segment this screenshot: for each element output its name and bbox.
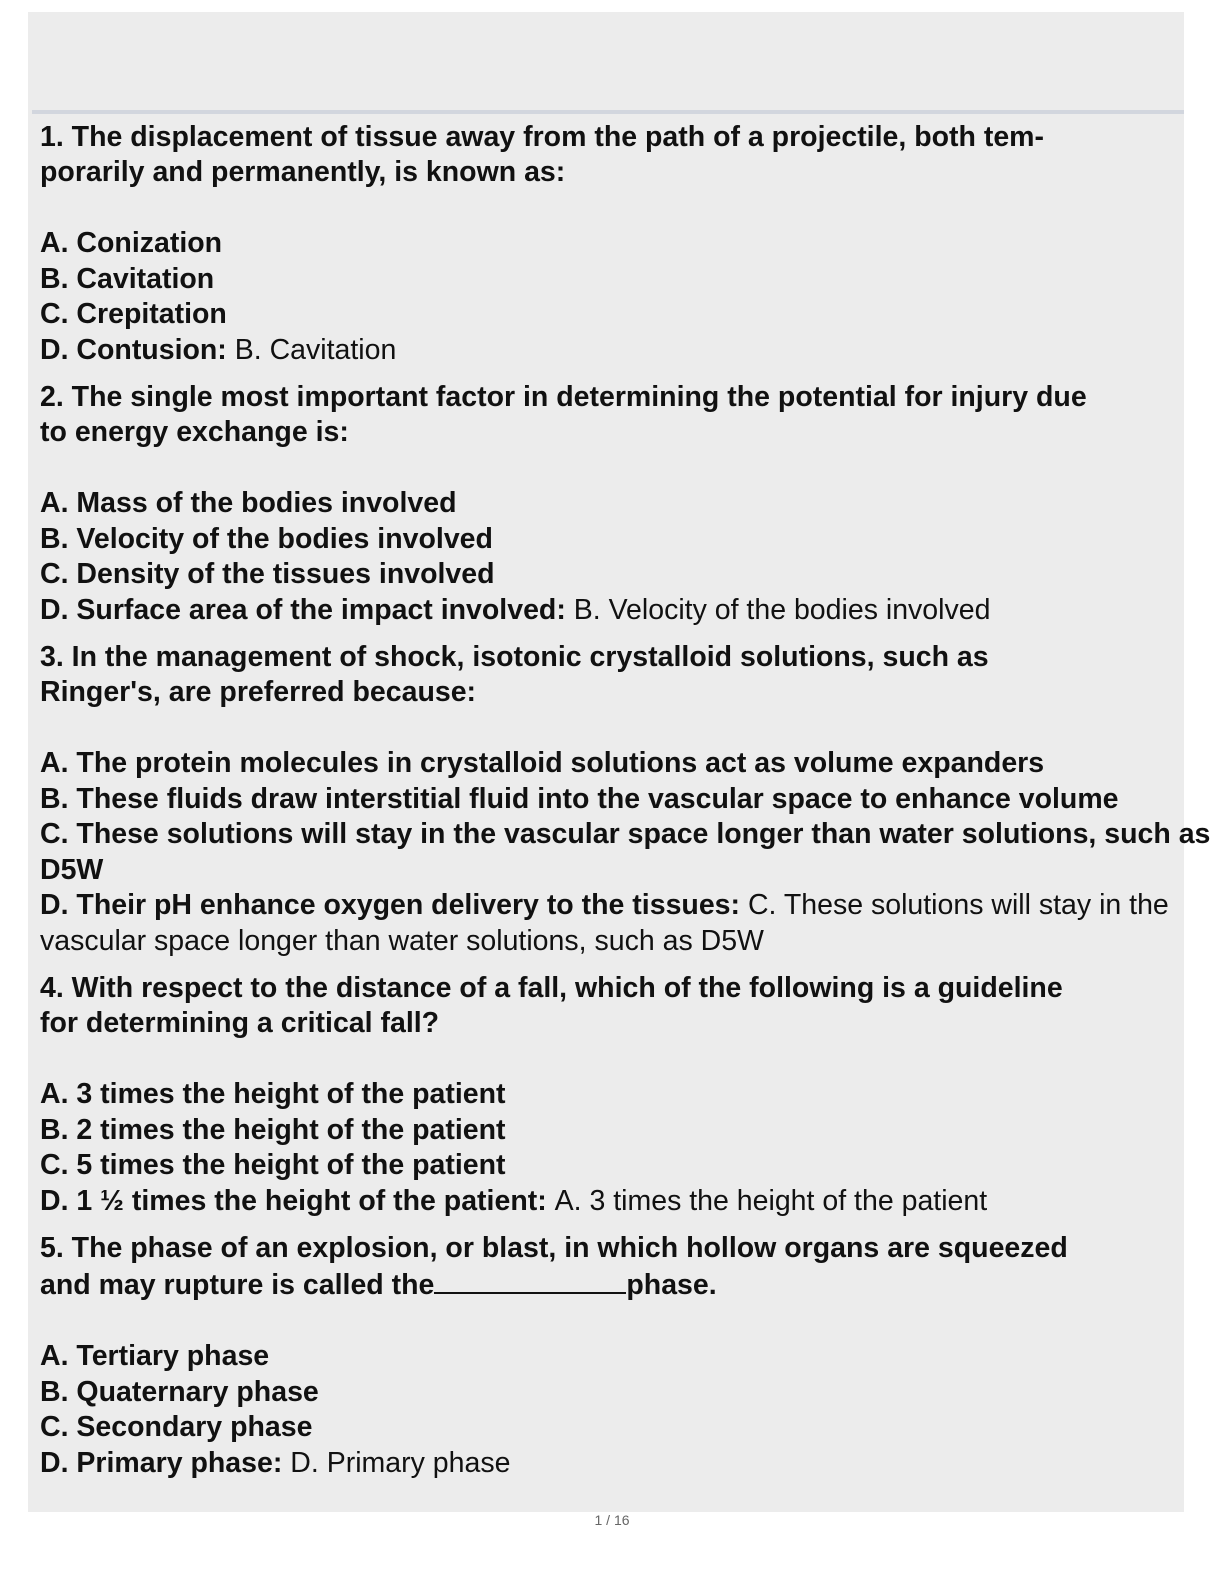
question-line: and may rupture is called the (40, 1269, 435, 1301)
option-b: B. Cavitation (40, 262, 215, 295)
option-list (40, 486, 1212, 628)
question-text (40, 1227, 1212, 1303)
option-d-with-answer (40, 888, 1212, 959)
option-b: B. Velocity of the bodies involved (40, 522, 493, 555)
answer-text: C. These solutions will stay in the vascular space longer than water solutions, such as D5W (40, 889, 1169, 957)
option-a: A. The protein molecules in crystalloid solutions act as volume expanders (40, 747, 1045, 779)
question-text (40, 636, 1212, 710)
question-line: Ringer's, are preferred because: (40, 676, 477, 708)
question-block-5 (40, 1227, 1212, 1481)
answer-text: B. Cavitation (234, 333, 397, 366)
page-header-band (28, 12, 1184, 110)
question-line: 4. With respect to the distance of a fall, which of the following is a guideline (40, 972, 1063, 1004)
option-b: B. 2 times the height of the patient (40, 1113, 506, 1146)
question-block-3 (40, 636, 1212, 959)
option-list (40, 1077, 1212, 1219)
option-c: C. Secondary phase (40, 1411, 313, 1443)
answer-text: A. 3 times the height of the patient (554, 1184, 988, 1217)
question-list (40, 116, 1212, 1489)
option-a: A. Conization (40, 227, 223, 259)
answer-text: B. Velocity of the bodies involved (573, 593, 991, 626)
option-b: B. Quaternary phase (40, 1375, 319, 1408)
option-c: C. Density of the tissues involved (40, 558, 495, 590)
option-d-with-answer (40, 1184, 1212, 1220)
option-d-with-answer (40, 333, 1212, 369)
option-d-with-answer (40, 1446, 1212, 1482)
question-block-2 (40, 376, 1212, 628)
option-b: B. These fluids draw interstitial fluid into the vascular space to enhance volume (40, 782, 1119, 815)
option-d: D. Their pH enhance oxygen delivery to the tissues: (40, 889, 741, 921)
question-line: for determining a critical fall? (40, 1007, 440, 1039)
option-a: A. Mass of the bodies involved (40, 487, 457, 519)
fill-in-blank (434, 1266, 626, 1294)
question-block-1 (40, 116, 1212, 368)
question-line: 3. In the management of shock, isotonic crystalloid solutions, such as (40, 641, 989, 673)
option-d-with-answer (40, 593, 1212, 629)
question-line: to energy exchange is: (40, 416, 349, 448)
option-d: D. 1 ½ times the height of the patient: (40, 1184, 547, 1217)
option-list (40, 746, 1212, 959)
question-line: porarily and permanently, is known as: (40, 156, 566, 188)
question-text (40, 376, 1212, 450)
option-c: C. These solutions will stay in the vascular space longer than water solutions, such as D5W (40, 818, 1211, 886)
option-c: C. 5 times the height of the patient (40, 1149, 506, 1181)
option-d: D. Surface area of the impact involved: (40, 593, 566, 626)
option-list (40, 226, 1212, 368)
question-line: 2. The single most important factor in determining the potential for injury due (40, 381, 1087, 413)
question-line: 5. The phase of an explosion, or blast, in which hollow organs are squeezed (40, 1232, 1068, 1264)
option-c: C. Crepitation (40, 298, 227, 330)
option-d: D. Contusion: (40, 333, 227, 366)
answer-text: D. Primary phase (290, 1446, 511, 1479)
question-text (40, 967, 1212, 1041)
question-line: phase. (626, 1269, 717, 1301)
question-text (40, 116, 1212, 190)
document-page (28, 12, 1211, 1512)
option-a: A. 3 times the height of the patient (40, 1078, 506, 1110)
option-a: A. Tertiary phase (40, 1340, 270, 1372)
question-block-4 (40, 967, 1212, 1219)
option-d: D. Primary phase: (40, 1446, 283, 1479)
question-line: 1. The displacement of tissue away from the path of a projectile, both tem- (40, 121, 1045, 153)
option-list (40, 1339, 1212, 1481)
header-divider (32, 110, 1184, 114)
page-number: 1 / 16 (594, 1512, 630, 1528)
